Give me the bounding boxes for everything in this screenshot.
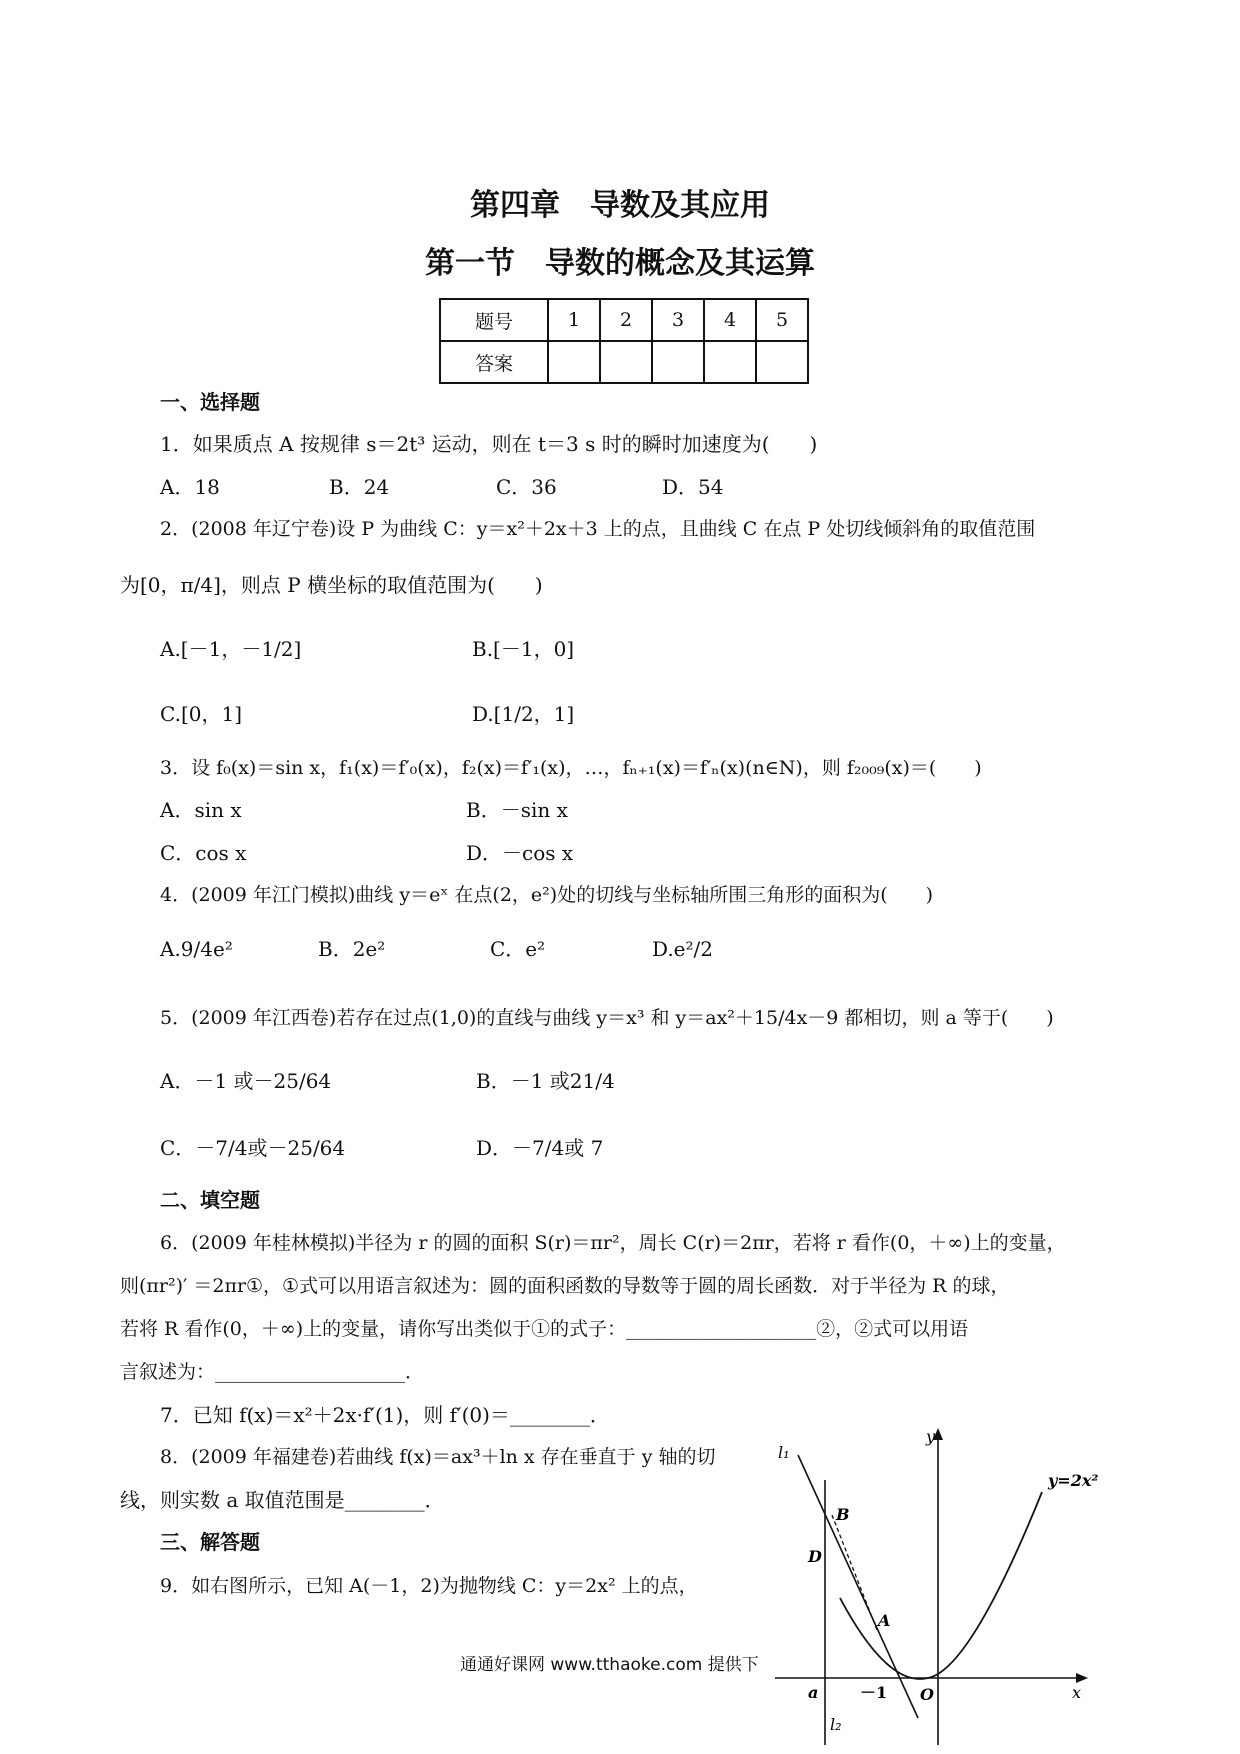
q1-option-d: D．54 [662, 475, 724, 499]
q2-option-b: B.[－1，0] [472, 637, 575, 661]
q6-line1: 6．(2009 年桂林模拟)半径为 r 的圆的面积 S(r)＝πr²，周长 C(r)＝2πr，若将 r 看作(0，＋∞)上的变量， [160, 1232, 1066, 1254]
answer-cell[interactable] [600, 341, 652, 383]
answer-table-number: 1 [548, 299, 600, 341]
answer-table-number: 3 [652, 299, 704, 341]
q8-line2: 线，则实数 a 取值范围是________． [120, 1488, 445, 1512]
part3-heading: 三、解答题 [160, 1530, 260, 1554]
q1-option-a: A．18 [160, 475, 220, 499]
q5-option-c: C．－7/4或－25/64 [160, 1136, 346, 1160]
label-origin: O [920, 1685, 934, 1704]
label-l2: l₂ [830, 1715, 842, 1734]
q4-stem: 4．(2009 年江门模拟)曲线 y＝eˣ 在点(2，e²)处的切线与坐标轴所围三角形的面积为( ) [160, 884, 934, 906]
q3-option-b: B．－sin x [466, 798, 568, 822]
answer-table-number: 5 [756, 299, 808, 341]
answer-table-number: 2 [600, 299, 652, 341]
q6-line2: 则(πr²)′ ＝2πr①，①式可以用语言叙述为：圆的面积函数的导数等于圆的周长函数．对于半径为 R 的球， [120, 1275, 1010, 1297]
label-x: x [1072, 1683, 1082, 1702]
label-B: B [836, 1505, 850, 1524]
answer-table [439, 298, 809, 384]
q5-option-a: A．－1 或－25/64 [160, 1069, 332, 1093]
answer-cell[interactable] [756, 341, 808, 383]
part1-heading: 一、选择题 [160, 390, 260, 414]
q3-option-a: A．sin x [160, 798, 242, 822]
q3-option-c: C．cos x [160, 841, 247, 865]
answer-cell[interactable] [704, 341, 756, 383]
q4-option-b: B．2e² [318, 937, 386, 961]
q3-stem: 3．设 f₀(x)＝sin x，f₁(x)＝f′₀(x)，f₂(x)＝f′₁(x)，…，fₙ₊₁(x)＝f′ₙ(x)(n∈N)，则 f₂₀₀₉(x)＝( ) [160, 757, 982, 779]
q5-option-b: B．－1 或21/4 [476, 1069, 615, 1093]
section-title: 第一节 导数的概念及其运算 [425, 246, 815, 281]
q6-line4: 言叙述为：____________________． [120, 1361, 425, 1383]
parabola-curve [840, 1492, 1042, 1679]
q4-option-a: A.9/4e² [160, 937, 233, 961]
q7-stem: 7．已知 f(x)＝x²＋2x·f′(1)，则 f′(0)＝________． [160, 1403, 610, 1427]
label-minus1: －1 [860, 1683, 888, 1702]
q2-option-a: A.[－1，－1/2] [160, 637, 302, 661]
answer-table-number: 4 [704, 299, 756, 341]
answer-cell[interactable] [548, 341, 600, 383]
q1-option-c: C．36 [496, 475, 557, 499]
q9-stem: 9．如右图所示，已知 A(－1，2)为抛物线 C：y＝2x² 上的点， [160, 1575, 698, 1597]
answer-table-row2-label: 答案 [440, 341, 548, 383]
q8-line1: 8．(2009 年福建卷)若曲线 f(x)＝ax³＋ln x 存在垂直于 y 轴的切 [160, 1446, 716, 1468]
answer-table-row1-label: 题号 [440, 299, 548, 341]
q5-option-d: D．－7/4或 7 [476, 1136, 604, 1160]
q4-option-d: D.e²/2 [652, 937, 713, 961]
q3-option-d: D．－cos x [466, 841, 574, 865]
q2-option-c: C.[0，1] [160, 702, 243, 726]
part2-heading: 二、填空题 [160, 1188, 260, 1212]
q6-line3: 若将 R 看作(0，＋∞)上的变量，请你写出类似于①的式子：____________________②，②式可以用语 [120, 1318, 969, 1340]
label-A: A [878, 1611, 891, 1630]
q2-line2: 为[0，π/4]，则点 P 横坐标的取值范围为( ) [120, 573, 543, 597]
q1-stem: 1．如果质点 A 按规律 s＝2t³ 运动，则在 t＝3 s 时的瞬时加速度为( ) [160, 432, 818, 456]
answer-cell[interactable] [652, 341, 704, 383]
label-y: y [926, 1427, 936, 1446]
q4-option-c: C．e² [490, 937, 546, 961]
chapter-title: 第四章 导数及其应用 [470, 188, 770, 223]
q5-stem: 5．(2009 年江西卷)若存在过点(1,0)的直线与曲线 y＝x³ 和 y＝ax²＋15/4x－9 都相切，则 a 等于( ) [160, 1007, 1054, 1029]
q2-option-d: D.[1/2，1] [472, 702, 575, 726]
q1-option-b: B．24 [329, 475, 390, 499]
q2-line1: 2．(2008 年辽宁卷)设 P 为曲线 C：y＝x²＋2x＋3 上的点，且曲线 C 在点 P 处切线倾斜角的取值范围 [160, 518, 1036, 540]
parabola-figure [770, 1420, 1100, 1750]
label-curve: y=2x² [1048, 1471, 1099, 1490]
footer-watermark: 通通好课网 www.tthaoke.com 提供下 [460, 1655, 759, 1675]
label-D: D [808, 1547, 822, 1566]
label-a: a [808, 1683, 819, 1702]
x-axis-arrow [1076, 1673, 1088, 1683]
label-l1: l₁ [778, 1443, 790, 1462]
